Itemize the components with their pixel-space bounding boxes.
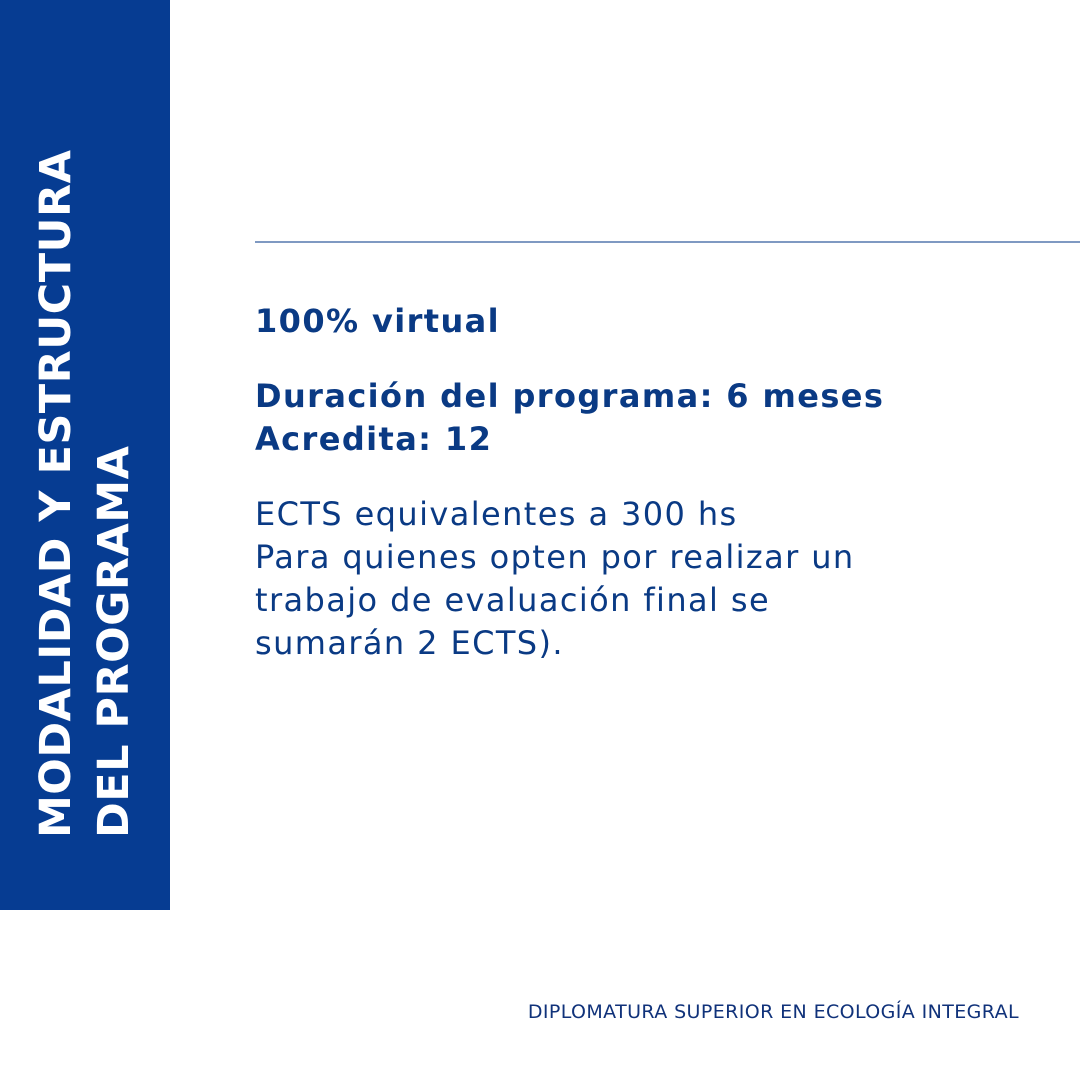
sidebar-panel	[0, 0, 170, 910]
details-block	[255, 493, 1015, 665]
duration-text: Duración del programa: 6 meses	[255, 377, 885, 415]
program-details	[255, 300, 1015, 665]
duration-credits-block	[255, 375, 1015, 461]
details-line-4: sumarán 2 ECTS).	[255, 624, 564, 662]
section-title	[27, 78, 143, 838]
modality-block	[255, 300, 1015, 343]
divider-line	[255, 241, 1080, 243]
section-title-line-1: MODALIDAD Y ESTRUCTURA	[31, 149, 81, 838]
details-line-1: ECTS equivalentes a 300 hs	[255, 495, 738, 533]
details-line-3: trabajo de evaluación final se	[255, 581, 771, 619]
details-line-2: Para quienes opten por realizar un	[255, 538, 855, 576]
program-footer: DIPLOMATURA SUPERIOR EN ECOLOGÍA INTEGRAL	[527, 1001, 1019, 1023]
modality-text: 100% virtual	[255, 302, 501, 340]
section-title-line-2: DEL PROGRAMA	[89, 445, 139, 838]
credits-text: Acredita: 12	[255, 420, 493, 458]
